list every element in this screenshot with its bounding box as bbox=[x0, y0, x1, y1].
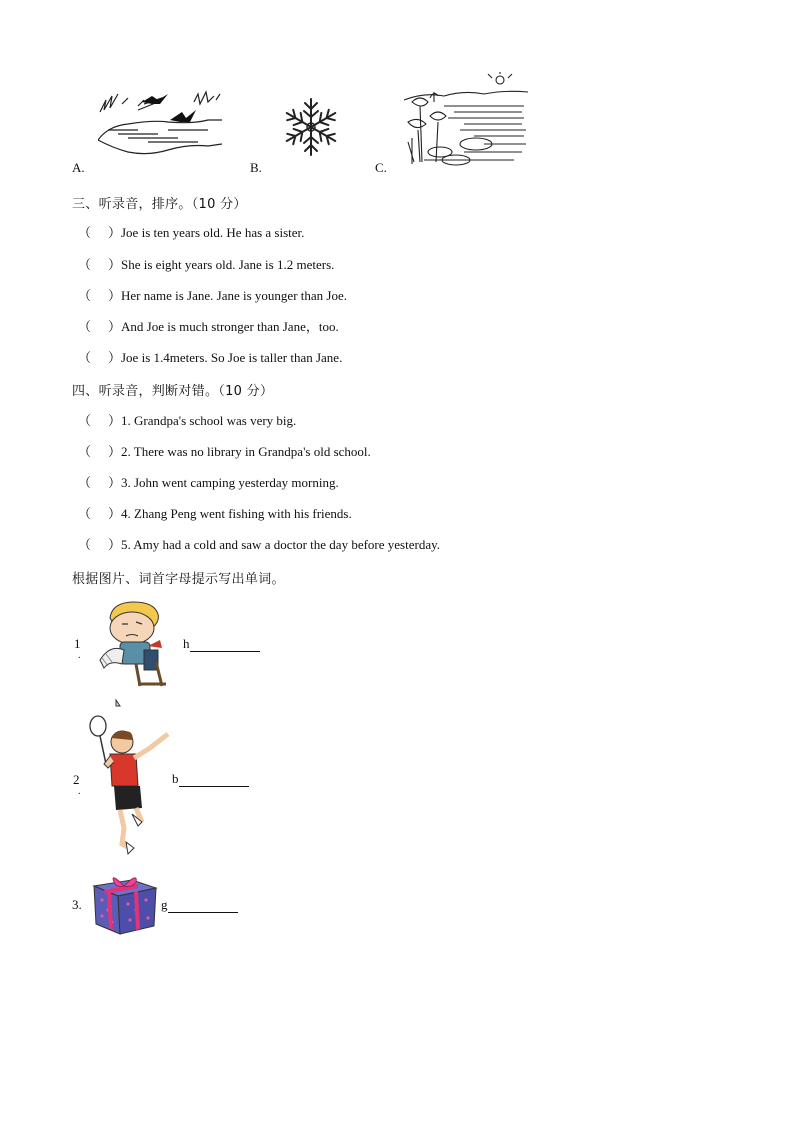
swallows-over-water-icon bbox=[98, 90, 223, 158]
paren-open: （ bbox=[78, 506, 92, 521]
option-c-label: C. bbox=[375, 160, 387, 175]
section3-title: 三、听录音，排序。（10 分） bbox=[72, 197, 247, 212]
paren-open: （ bbox=[78, 537, 92, 552]
blank-line[interactable] bbox=[190, 637, 260, 652]
item-text: 4. Zhang Peng went fishing with his friends. bbox=[121, 506, 352, 521]
item-text: And Joe is much stronger than Jane，too. bbox=[121, 319, 339, 334]
first-letter: g bbox=[161, 897, 168, 912]
section5-title: 根据图片、词首字母提示写出单词。 bbox=[72, 572, 285, 587]
paren-open: （ bbox=[78, 288, 92, 303]
item-text: She is eight years old. Jane is 1.2 meters. bbox=[121, 257, 335, 272]
item-text: 1. Grandpa's school was very big. bbox=[121, 413, 297, 428]
paren-close: ） bbox=[108, 319, 122, 334]
section4-title: 四、听录音，判断对错。（10 分） bbox=[72, 384, 274, 399]
paren-close: ） bbox=[108, 537, 122, 552]
paren-open: （ bbox=[78, 413, 92, 428]
paren-close: ） bbox=[108, 413, 122, 428]
paren-close: ） bbox=[108, 506, 122, 521]
question-number: 3. bbox=[72, 897, 82, 912]
injured-boy-icon bbox=[96, 600, 178, 688]
paren-close: ） bbox=[108, 350, 122, 365]
first-letter: b bbox=[172, 771, 179, 786]
paren-open: （ bbox=[78, 257, 92, 272]
paren-open: （ bbox=[78, 475, 92, 490]
answer-blank[interactable] bbox=[172, 771, 249, 787]
gift-box-icon bbox=[90, 870, 160, 936]
item-text: Her name is Jane. Jane is younger than Joe. bbox=[121, 288, 347, 303]
item-text: 5. Amy had a cold and saw a doctor the day before yesterday. bbox=[121, 537, 440, 552]
paren-close: ） bbox=[108, 444, 122, 459]
paren-open: （ bbox=[78, 350, 92, 365]
paren-open: （ bbox=[78, 225, 92, 240]
question-number: 2 bbox=[73, 772, 80, 787]
snowflake-icon bbox=[282, 96, 340, 158]
question-dot: . bbox=[78, 786, 81, 797]
badminton-player-icon bbox=[86, 698, 176, 860]
paren-close: ） bbox=[108, 225, 122, 240]
item-text: Joe is 1.4meters. So Joe is taller than Jane. bbox=[121, 350, 343, 365]
option-a-label: A. bbox=[72, 160, 85, 175]
question-number: 1 bbox=[74, 636, 81, 651]
paren-open: （ bbox=[78, 319, 92, 334]
first-letter: h bbox=[183, 636, 190, 651]
item-text: 3. John went camping yesterday morning. bbox=[121, 475, 339, 490]
question-dot: . bbox=[78, 650, 81, 661]
answer-blank[interactable] bbox=[183, 636, 260, 652]
paren-close: ） bbox=[108, 257, 122, 272]
answer-blank[interactable] bbox=[161, 897, 238, 913]
lotus-pond-icon bbox=[404, 72, 528, 168]
paren-close: ） bbox=[108, 288, 122, 303]
item-text: Joe is ten years old. He has a sister. bbox=[121, 225, 305, 240]
paren-open: （ bbox=[78, 444, 92, 459]
item-text: 2. There was no library in Grandpa's old school. bbox=[121, 444, 371, 459]
paren-close: ） bbox=[108, 475, 122, 490]
blank-line[interactable] bbox=[179, 772, 249, 787]
option-b-label: B. bbox=[250, 160, 262, 175]
blank-line[interactable] bbox=[168, 898, 238, 913]
